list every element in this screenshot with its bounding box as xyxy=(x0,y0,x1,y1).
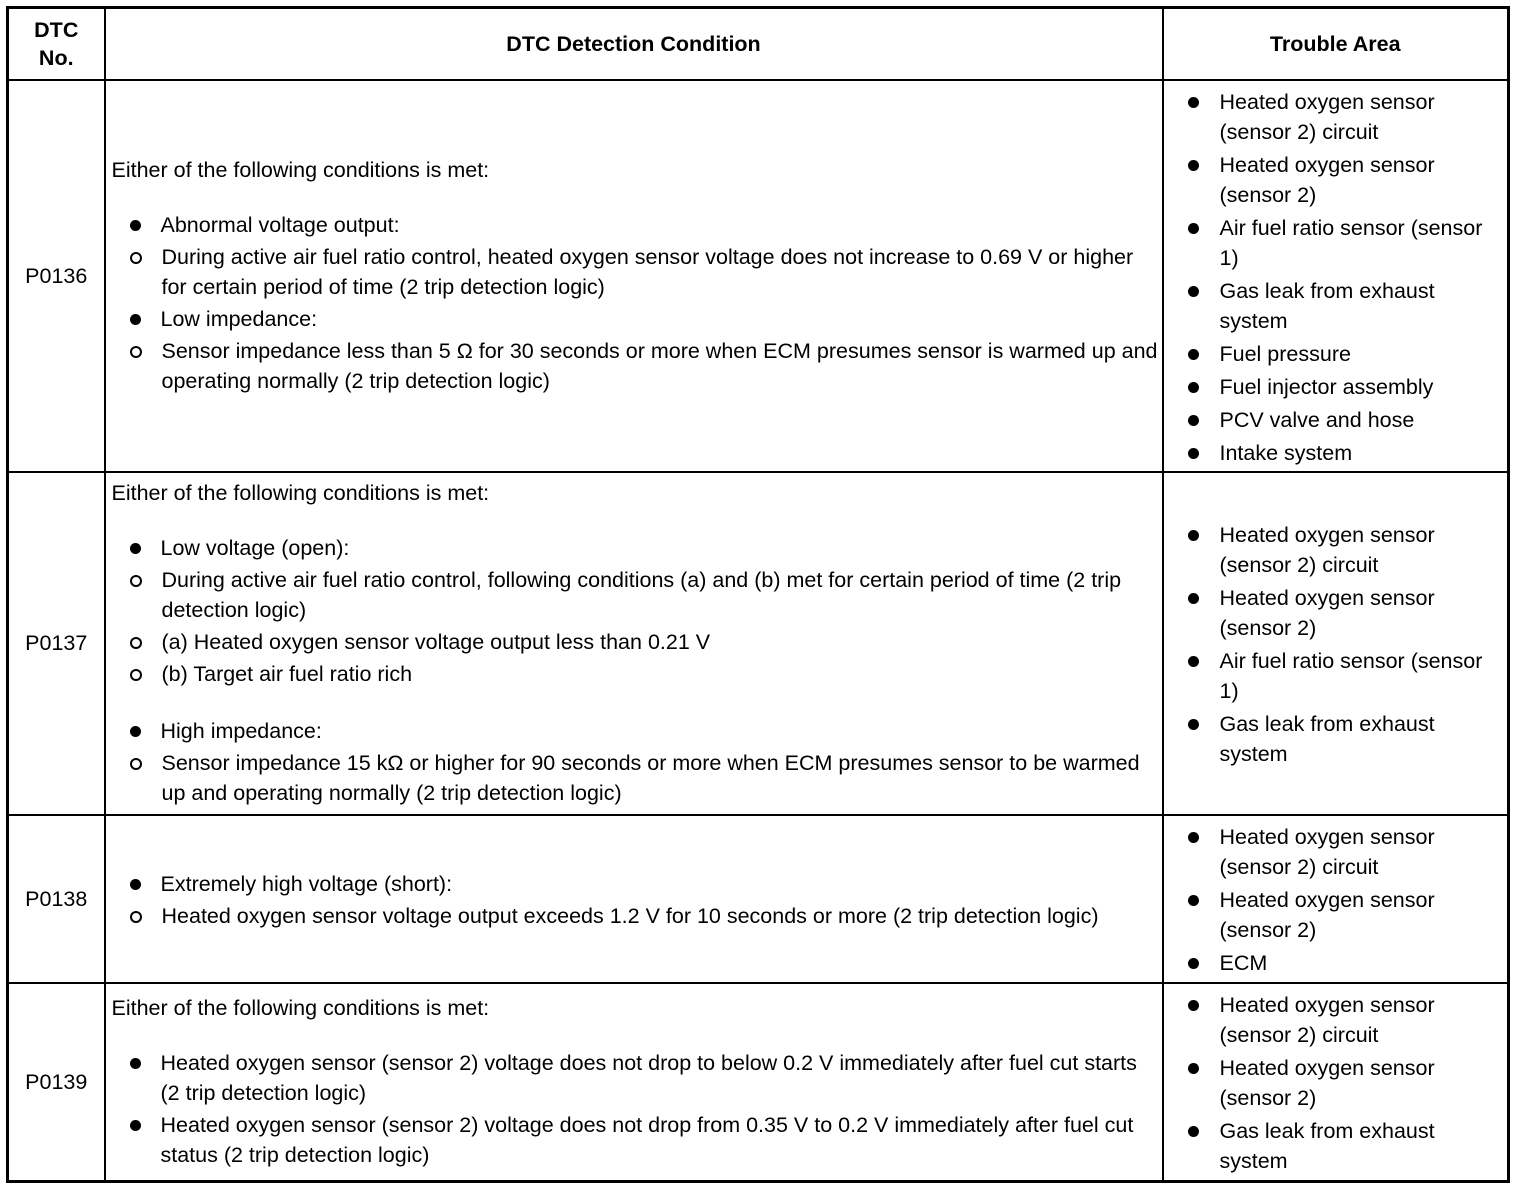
trouble-area-item: Heated oxygen sensor (sensor 2) xyxy=(1180,150,1504,210)
header-condition: DTC Detection Condition xyxy=(105,8,1163,80)
header-trouble-area: Trouble Area xyxy=(1163,8,1509,80)
condition-intro: Either of the following conditions is met: xyxy=(111,158,490,182)
trouble-area-item: Heated oxygen sensor (sensor 2) xyxy=(1180,885,1504,945)
condition-bullet: Low voltage (open): xyxy=(112,533,1158,563)
trouble-area-item: ECM xyxy=(1180,948,1504,978)
detection-condition xyxy=(105,815,1163,983)
dtc-code: P0136 xyxy=(8,80,105,472)
trouble-area-item: Gas leak from exhaust system xyxy=(1180,276,1504,336)
trouble-area-item: Heated oxygen sensor (sensor 2) circuit xyxy=(1180,87,1504,147)
condition-sub-bullet: (a) Heated oxygen sensor voltage output less than 0.21 V xyxy=(112,627,1158,657)
trouble-area-item: Gas leak from exhaust system xyxy=(1180,1116,1504,1176)
table-row xyxy=(8,472,1509,815)
condition-sub-bullet: Sensor impedance 15 kΩ or higher for 90 seconds or more when ECM presumes sensor to be warmed up and operating normally (2 trip detection logic) xyxy=(112,748,1158,808)
trouble-area-item: Heated oxygen sensor (sensor 2) xyxy=(1180,583,1504,643)
dtc-table xyxy=(6,6,1510,1183)
detection-condition xyxy=(105,472,1163,815)
condition-bullet: Abnormal voltage output: xyxy=(112,210,1158,240)
table-row xyxy=(8,815,1509,983)
condition-intro: Either of the following conditions is met: xyxy=(111,481,490,505)
trouble-area-item: Heated oxygen sensor (sensor 2) circuit xyxy=(1180,990,1504,1050)
condition-bullet: Extremely high voltage (short): xyxy=(112,869,1158,899)
header-dtc-no-label: DTC No. xyxy=(34,17,79,70)
detection-condition xyxy=(105,983,1163,1182)
trouble-area xyxy=(1163,983,1509,1182)
trouble-area-item: Heated oxygen sensor (sensor 2) xyxy=(1180,1053,1504,1113)
condition-intro: Either of the following conditions is met: xyxy=(111,996,490,1021)
trouble-area-item: Air fuel ratio sensor (sensor 1) xyxy=(1180,213,1504,273)
dtc-code: P0138 xyxy=(8,815,105,983)
table-row xyxy=(8,983,1509,1182)
condition-sub-bullet: (b) Target air fuel ratio rich xyxy=(112,659,1158,689)
dtc-code: P0137 xyxy=(8,472,105,815)
condition-bullet: Heated oxygen sensor (sensor 2) voltage does not drop to below 0.2 V immediately after fuel cut starts (2 trip detection logic) xyxy=(112,1048,1158,1108)
header-dtc-no xyxy=(8,8,105,80)
condition-sub-bullet: Heated oxygen sensor voltage output exceeds 1.2 V for 10 seconds or more (2 trip detection logic) xyxy=(112,901,1158,931)
trouble-area-item: Intake system xyxy=(1180,438,1504,468)
trouble-area-item: Heated oxygen sensor (sensor 2) circuit xyxy=(1180,520,1504,580)
condition-bullet: Heated oxygen sensor (sensor 2) voltage does not drop from 0.35 V to 0.2 V immediately after fuel cut status (2 trip detection logic) xyxy=(112,1110,1158,1170)
trouble-area-item: PCV valve and hose xyxy=(1180,405,1504,435)
trouble-area-item: Fuel injector assembly xyxy=(1180,372,1504,402)
trouble-area xyxy=(1163,815,1509,983)
trouble-area xyxy=(1163,80,1509,472)
detection-condition xyxy=(105,80,1163,472)
condition-sub-bullet: Sensor impedance less than 5 Ω for 30 seconds or more when ECM presumes sensor is warmed up and operating normally (2 trip detection logic) xyxy=(112,336,1158,396)
condition-sub-bullet: During active air fuel ratio control, heated oxygen sensor voltage does not increase to 0.69 V or higher for certain period of time (2 trip detection logic) xyxy=(112,242,1158,302)
table-row xyxy=(8,80,1509,472)
header-row xyxy=(8,8,1509,80)
trouble-area-item: Gas leak from exhaust system xyxy=(1180,709,1504,769)
dtc-code: P0139 xyxy=(8,983,105,1182)
condition-bullet: Low impedance: xyxy=(112,304,1158,334)
trouble-area xyxy=(1163,472,1509,815)
condition-bullet: High impedance: xyxy=(112,716,1158,746)
trouble-area-item: Heated oxygen sensor (sensor 2) circuit xyxy=(1180,822,1504,882)
trouble-area-item: Air fuel ratio sensor (sensor 1) xyxy=(1180,646,1504,706)
trouble-area-item: Fuel pressure xyxy=(1180,339,1504,369)
condition-sub-bullet: During active air fuel ratio control, following conditions (a) and (b) met for certain period of time (2 trip detection logic) xyxy=(112,565,1158,625)
